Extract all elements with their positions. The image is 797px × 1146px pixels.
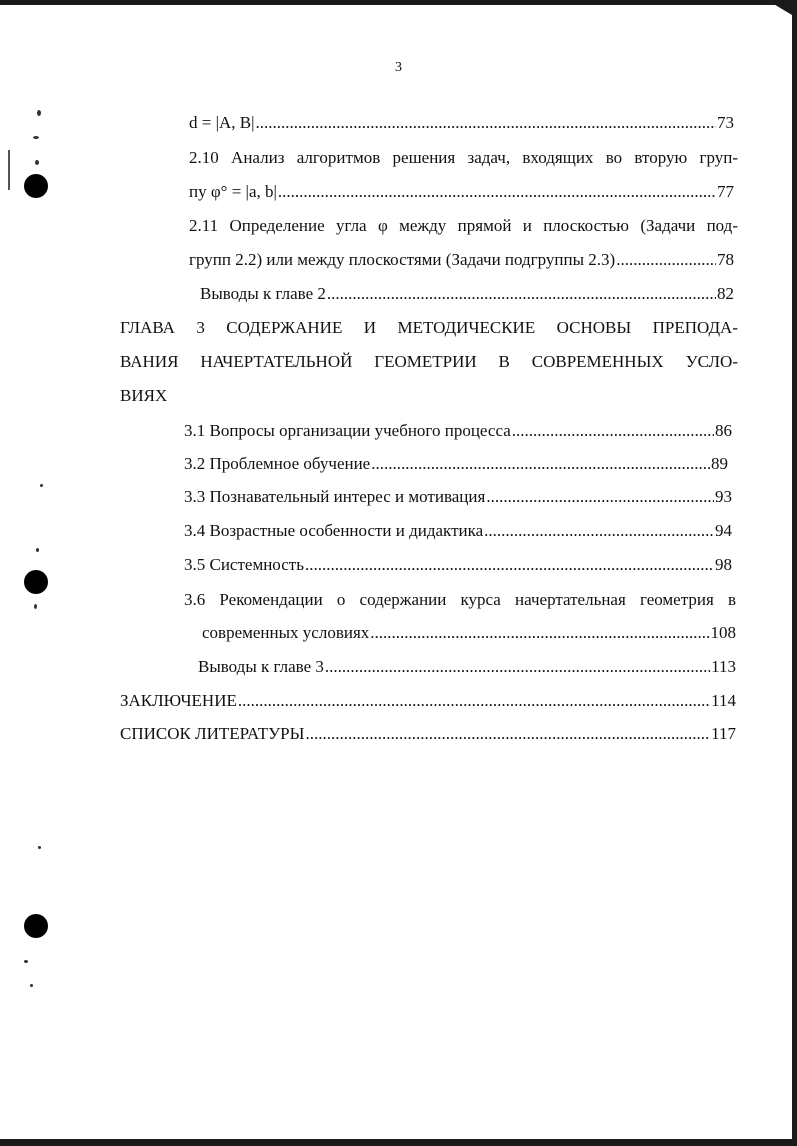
toc-entry-title: современных условиях [202,623,370,642]
speck [34,604,37,609]
toc-leader [486,486,714,508]
scan-border-bottom [0,1139,797,1146]
toc-entry-2-10-line2 [189,181,734,203]
toc-entry-references [120,723,736,745]
toc-chapter-3-line1: ГЛАВА 3 СОДЕРЖАНИЕ И МЕТОДИЧЕСКИЕ ОСНОВЫ ПРЕПОДА- [120,318,738,337]
toc-page-number: 113 [711,657,736,676]
speck [37,110,41,116]
toc-entry-3-1 [184,420,732,442]
toc-entry-2-11-line1: 2.11 Определение угла φ между прямой и плоскостью (Задачи под- [189,216,738,235]
toc-entry-title: 3.1 Вопросы организации учебного процесса [184,421,511,440]
toc-page-number: 73 [717,113,734,132]
speck [40,484,43,487]
scan-left-mark [8,150,10,190]
speck [30,984,33,987]
toc-page-number: 117 [711,724,736,743]
scan-border-right [792,0,797,1146]
toc-entry-3-6-line1: 3.6 Рекомендации о содержании курса начертательная геометрия в [184,590,736,609]
speck [36,548,39,552]
toc-leader [327,283,716,305]
toc-entry-title: 3.3 Познавательный интерес и мотивация [184,487,486,506]
toc-entry-3-6-line2 [202,622,736,644]
toc-page-number: 89 [711,454,728,473]
toc-leader [256,112,716,134]
toc-page-number: 94 [715,521,732,540]
toc-entry-3-4 [184,520,732,542]
speck [33,136,39,139]
toc-leader [512,420,714,442]
punch-hole [24,914,48,938]
scan-border-top [0,0,797,5]
toc-page-number: 93 [715,487,732,506]
toc-entry-title: 3.5 Системность [184,555,304,574]
toc-entry-2-9-tail [189,112,734,134]
toc-page-number: 78 [717,250,734,269]
toc-leader [305,554,714,576]
toc-page-number: 82 [717,284,734,303]
speck [35,160,39,165]
toc-entry-conclusions-ch3 [198,656,736,678]
toc-leader [371,453,710,475]
speck [38,846,41,849]
speck [24,960,28,963]
toc-leader [278,181,716,203]
toc-entry-title: d = |A, B| [189,113,255,132]
toc-leader [370,622,709,644]
toc-page-number: 98 [715,555,732,574]
toc-leader [325,656,710,678]
toc-entry-title: 3.4 Возрастные особенности и дидактика [184,521,484,540]
toc-leader [238,690,710,712]
toc-leader [484,520,714,542]
toc-entry-title: пу φ° = |a, b| [189,182,277,201]
page-number: 3 [395,60,402,75]
toc-entry-2-11-line2 [189,249,734,271]
toc-entry-title: СПИСОК ЛИТЕРАТУРЫ [120,724,305,743]
toc-entry-title: Выводы к главе 3 [198,657,324,676]
punch-hole [24,570,48,594]
toc-page-number: 108 [710,623,736,642]
toc-chapter-3-line3: ВИЯХ [120,386,168,405]
toc-entry-conclusion [120,690,736,712]
toc-entry-3-5 [184,554,732,576]
toc-entry-title: 3.2 Проблемное обучение [184,454,371,473]
toc-entry-title: Выводы к главе 2 [200,284,326,303]
toc-entry-conclusions-ch2 [200,283,734,305]
scan-corner [767,0,797,18]
toc-page-number: 114 [711,691,736,710]
toc-entry-3-3 [184,486,732,508]
toc-page-number: 86 [715,421,732,440]
toc-entry-title: ЗАКЛЮЧЕНИЕ [120,691,237,710]
toc-entry-2-10-line1: 2.10 Анализ алгоритмов решения задач, входящих во вторую груп- [189,148,738,167]
toc-entry-3-2 [184,453,728,475]
toc-entry-title: групп 2.2) или между плоскостями (Задачи подгруппы 2.3) [189,250,616,269]
toc-page-number: 77 [717,182,734,201]
toc-chapter-3-line2: ВАНИЯ НАЧЕРТАТЕЛЬНОЙ ГЕОМЕТРИИ В СОВРЕМЕННЫХ УСЛО- [120,352,738,371]
toc-leader [305,723,710,745]
punch-hole [24,174,48,198]
toc-leader [616,249,716,271]
